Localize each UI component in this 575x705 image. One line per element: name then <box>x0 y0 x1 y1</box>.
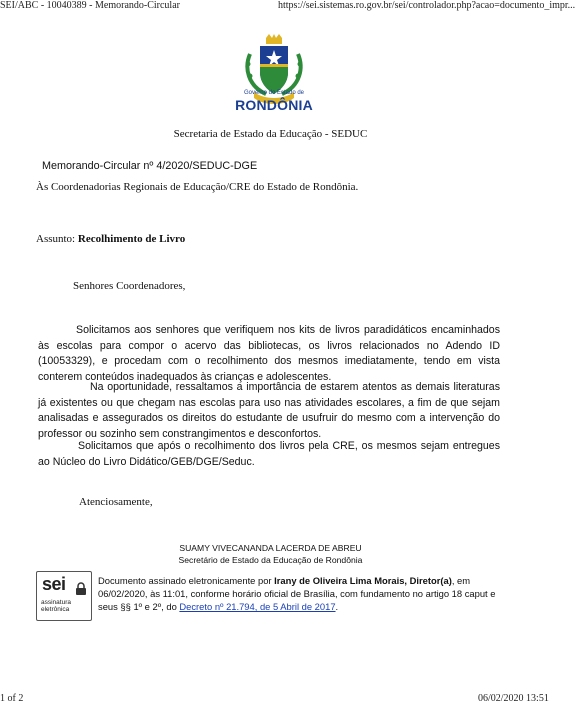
seal-caption-1: assinatura <box>41 599 71 606</box>
logo-caption: Governo do Estado de <box>243 90 305 96</box>
signer-name: SUAMY VIVECANANDA LACERDA DE ABREU <box>179 543 362 553</box>
signature-text <box>98 574 506 613</box>
subject-text: Recolhimento de Livro <box>77 233 186 245</box>
secretariat-title: Secretaria de Estado da Educação - SEDUC <box>173 128 368 140</box>
electronic-signature-block <box>36 571 504 619</box>
print-page-counter: 1 of 2 <box>0 693 24 704</box>
paragraph-1: Solicitamos aos senhores que verifiquem nos kits de livros paradidáticos encaminhados às escolas para compor o acervo das bibliotecas, os livros relacionados no Adendo ID (10053329), e procedam com o recolhimento dos mesmos imediatamente, tendo em vista conterem conteúdos inadequados às crianças e adolescentes. <box>38 324 500 383</box>
sei-brand: sei <box>42 574 66 594</box>
sei-seal <box>36 571 92 621</box>
paragraph-2: Na oportunidade, ressaltamos a importância de estarem atentos as demais literaturas já existentes ou que chegam nas escolas para uso nas atividades escolares, a fim de que sejam analisadas e assegurados os direitos do estudante de usufruir do mesmo com a intervenção do professor ou sozinho sem constrangimentos e desconfortos. <box>38 381 500 440</box>
seal-caption-2: eletrônica <box>41 606 70 613</box>
signature-signer: Irany de Oliveira Lima Morais, Diretor(a) <box>274 575 452 586</box>
memo-subject-line <box>36 233 185 245</box>
print-url: https://sei.sistemas.ro.gov.br/sei/controlador.php?acao=documento_impr... <box>278 0 575 11</box>
logo-title: RONDÔNIA <box>235 97 313 113</box>
subject-label: Assunto: <box>36 233 76 245</box>
closing: Atenciosamente, <box>79 496 153 508</box>
signature-text-prefix: Documento assinado eletronicamente por <box>98 575 275 586</box>
signature-text-mid: , em 06/02/2020, às 11:01, conforme horário oficial de Brasília, com fundamento no artigo 18 caput e seus §§ 1º e 2º, do <box>98 575 496 612</box>
memo-number: Memorando-Circular nº 4/2020/SEDUC-DGE <box>42 160 258 172</box>
signer-title: Secretário de Estado da Educação de Rondônia <box>178 555 363 565</box>
memo-recipient: Às Coordenadorias Regionais de Educação/CRE do Estado de Rondônia. <box>36 181 359 193</box>
print-page-title: SEI/ABC - 10040389 - Memorando-Circular <box>0 0 180 11</box>
print-datetime: 06/02/2020 13:51 <box>478 693 549 704</box>
paragraph-3: Solicitamos que após o recolhimento dos livros pela CRE, os mesmos sejam entregues ao Núcleo do Livro Didático/GEB/DGE/Seduc. <box>38 440 500 468</box>
lock-icon <box>75 582 87 596</box>
salutation: Senhores Coordenadores, <box>73 280 186 292</box>
signature-text-end: . <box>335 601 339 612</box>
decree-link[interactable]: Decreto nº 21.794, de 5 Abril de 2017 <box>179 601 336 612</box>
